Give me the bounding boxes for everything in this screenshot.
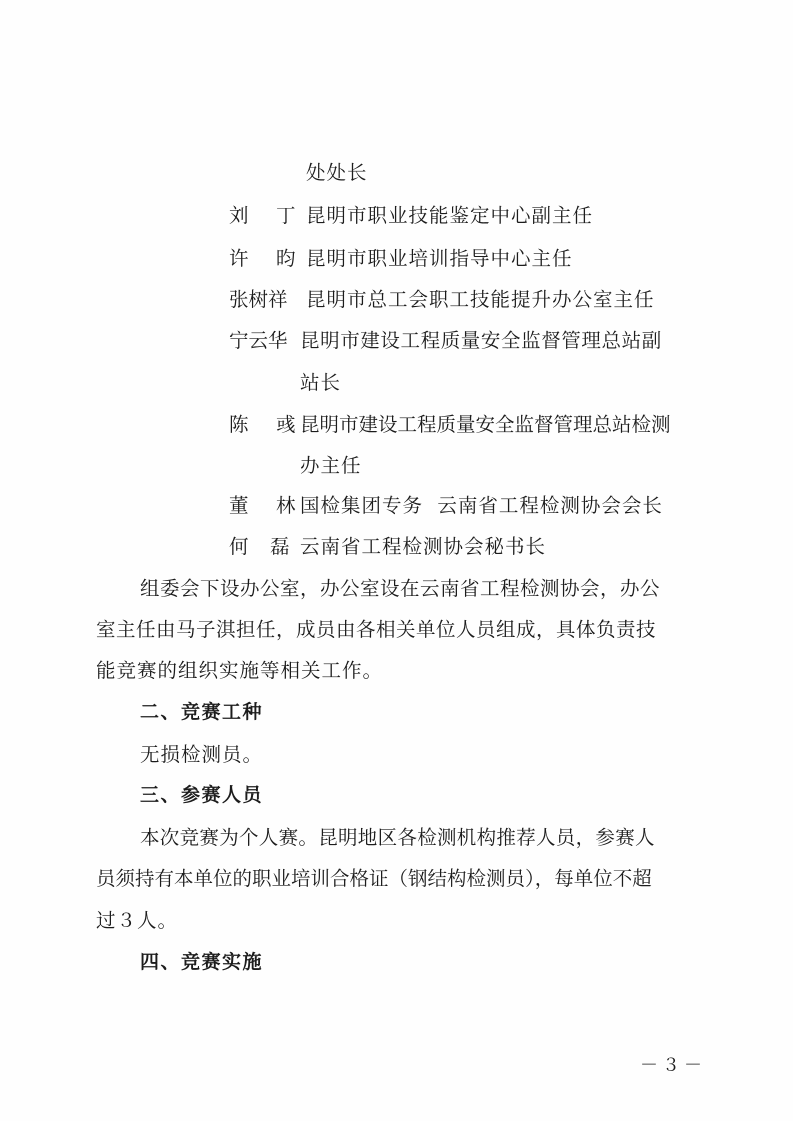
section-heading-implementation: 四、竞赛实施 bbox=[140, 951, 264, 973]
member-name-ning-yunhua: 宁云华 bbox=[229, 329, 288, 352]
participants-line1: 本次竞赛为个人赛。昆明地区各检测机构推荐人员，参赛人 bbox=[140, 826, 655, 849]
member-name-xu-yun-2: 昀 bbox=[276, 247, 296, 270]
member-name-liu-ding-1: 刘 bbox=[229, 204, 249, 227]
member-title-chen-yu-line1: 昆明市建设工程质量安全监督管理总站检测 bbox=[300, 413, 671, 436]
member-name-xu-yun-1: 许 bbox=[229, 247, 249, 270]
member-name-chen-yu-1: 陈 bbox=[229, 413, 249, 436]
member-name-dong-lin-1: 董 bbox=[229, 494, 249, 517]
member-title-chen-yu-line2: 办主任 bbox=[300, 454, 362, 477]
participants-line2: 员须持有本单位的职业培训合格证（钢结构检测员），每单位不超 bbox=[96, 867, 652, 890]
member-title-liu-ding: 昆明市职业技能鉴定中心副主任 bbox=[306, 204, 594, 227]
member-name-he-lei-2: 磊 bbox=[270, 535, 290, 558]
member-name-zhang-shuxiang: 张树祥 bbox=[229, 288, 288, 311]
member-title-xu-yun: 昆明市职业培训指导中心主任 bbox=[306, 247, 573, 270]
participants-line3: 过３人。 bbox=[96, 909, 179, 932]
member-name-liu-ding-2: 丁 bbox=[276, 204, 296, 227]
member-title-ning-yunhua-line2: 站长 bbox=[300, 371, 342, 394]
office-paragraph-line2: 室主任由马子淇担任，成员由各相关单位人员组成，具体负责技 bbox=[96, 618, 657, 641]
section-heading-work-type: 二、竞赛工种 bbox=[140, 701, 264, 723]
member-title-ning-yunhua-line1: 昆明市建设工程质量安全监督管理总站副 bbox=[300, 329, 662, 352]
section-body-work-type: 无损检测员。 bbox=[140, 743, 264, 766]
office-paragraph-line3: 能竞赛的组织实施等相关工作。 bbox=[96, 659, 384, 682]
office-paragraph-line1: 组委会下设办公室，办公室设在云南省工程检测协会，办公 bbox=[140, 577, 661, 600]
member-name-chen-yu-2: 彧 bbox=[276, 413, 296, 436]
member-title-zhang-shuxiang: 昆明市总工会职工技能提升办公室主任 bbox=[306, 288, 655, 311]
section-heading-participants: 三、参赛人员 bbox=[140, 784, 264, 806]
member-name-he-lei-1: 何 bbox=[229, 535, 249, 558]
member-title-dong-lin: 国检集团专务 云南省工程检测协会会长 bbox=[300, 494, 663, 517]
member-name-dong-lin-2: 林 bbox=[276, 494, 296, 517]
member-title-he-lei: 云南省工程检测协会秘书长 bbox=[300, 535, 547, 558]
page-number: －３－ bbox=[640, 1055, 706, 1076]
member-title-continuation: 处处长 bbox=[306, 161, 368, 184]
